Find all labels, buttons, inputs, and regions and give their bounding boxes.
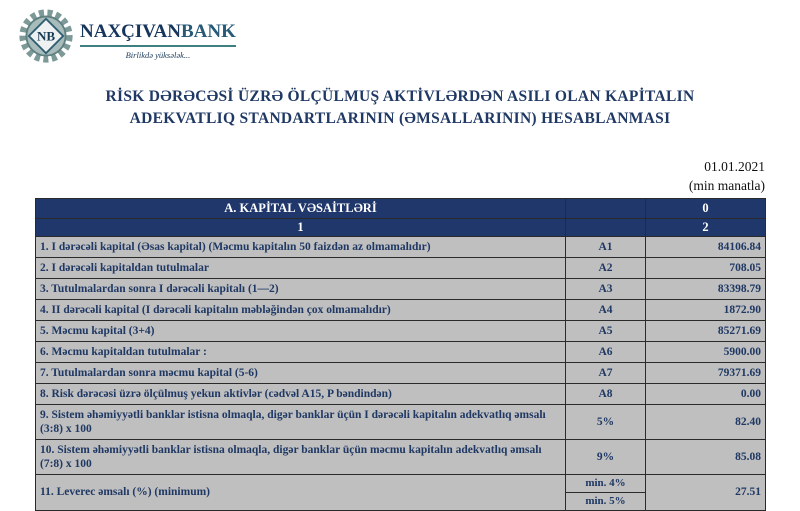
table-row: [36, 258, 766, 279]
row-value: 79371.69: [646, 363, 766, 384]
row-code: 9%: [566, 440, 646, 475]
table-section-header-row: [36, 199, 766, 219]
row-code: A7: [566, 363, 646, 384]
table-row: [36, 440, 766, 475]
column-number-label: 1: [36, 219, 566, 237]
row-label: 2. I dərəcəli kapitaldan tutulmalar: [36, 258, 566, 279]
column-number-value: 2: [646, 219, 766, 237]
section-header-value-cell: 0: [646, 199, 766, 219]
row-value: 1872.90: [646, 300, 766, 321]
report-title-line1: RİSK DƏRƏCƏSİ ÜZRƏ ÖLÇÜLMUŞ AKTİVLƏRDƏN ASILI OLAN KAPİTALIN: [105, 88, 695, 105]
bank-name: [80, 22, 236, 42]
report-meta: [689, 157, 765, 195]
table-row-leverage-top: [36, 475, 766, 493]
row-value: 82.40: [646, 405, 766, 440]
row-label: 7. Tutulmalardan sonra məcmu kapital (5-6): [36, 363, 566, 384]
table-row: [36, 342, 766, 363]
row-code: A6: [566, 342, 646, 363]
row-label: 9. Sistem əhəmiyyətli banklar istisna olmaqla, digər banklar üçün I dərəcəli kapitalın adekvatlıq əmsalı (3:8) x 100: [36, 405, 566, 440]
row-code: A3: [566, 279, 646, 300]
logo-monogram: NB: [36, 28, 56, 44]
row-label: 1. I dərəcəli kapital (Əsas kapital) (Məcmu kapitalın 50 faizdən az olmamalıdır): [36, 237, 566, 258]
row-value: 85.08: [646, 440, 766, 475]
row-label: 8. Risk dərəcəsi üzrə ölçülmuş yekun aktivlər (cədvəl A15, P bəndindən): [36, 384, 566, 405]
table-row: [36, 384, 766, 405]
row-value: 27.51: [646, 475, 766, 511]
row-code: A5: [566, 321, 646, 342]
bank-logo: [18, 8, 236, 64]
row-code: A8: [566, 384, 646, 405]
logo-gear-icon: [18, 8, 74, 64]
row-code: A2: [566, 258, 646, 279]
report-title-line2: ADEKVATLIQ STANDARTLARININ (ƏMSALLARININ) HESABLANMASI: [129, 110, 671, 127]
row-code: A1: [566, 237, 646, 258]
report-date: 01.01.2021: [704, 159, 765, 174]
table-row: [36, 405, 766, 440]
row-value: 0.00: [646, 384, 766, 405]
row-code: 5%: [566, 405, 646, 440]
report-title: [0, 86, 800, 130]
row-label: 6. Məcmu kapitaldan tutulmalar :: [36, 342, 566, 363]
logo-divider: [80, 45, 236, 47]
section-header-cell: A. KAPİTAL VƏSAİTLƏRİ: [36, 199, 566, 219]
row-code-min4: min. 4%: [566, 475, 646, 493]
logo-tagline: Birlikdə yüksələk...: [125, 50, 191, 60]
table-row: [36, 321, 766, 342]
table-row: [36, 279, 766, 300]
row-value: 708.05: [646, 258, 766, 279]
row-label: 10. Sistem əhəmiyyətli banklar istisna olmaqla, digər banklar üçün məcmu kapitalın adekvatlıq əmsalı (7:8) x 100: [36, 440, 566, 475]
table-row: [36, 237, 766, 258]
capital-table: [35, 198, 766, 511]
row-label: 4. II dərəcəli kapital (I dərəcəli kapitalın məbləğindən çox olmamalıdır): [36, 300, 566, 321]
column-number-row: [36, 219, 766, 237]
row-value: 85271.69: [646, 321, 766, 342]
table-row: [36, 363, 766, 384]
bank-name-part1: NAXÇIVAN: [80, 21, 181, 42]
row-code-min5: min. 5%: [566, 493, 646, 511]
report-unit: (min manatla): [688, 178, 765, 193]
row-value: 84106.84: [646, 237, 766, 258]
row-value: 83398.79: [646, 279, 766, 300]
row-label: 3. Tutulmalardan sonra I dərəcəli kapitalı (1—2): [36, 279, 566, 300]
row-code: A4: [566, 300, 646, 321]
logo-text: [80, 22, 236, 60]
table-row: [36, 300, 766, 321]
row-label: 5. Məcmu kapital (3+4): [36, 321, 566, 342]
column-number-empty: [566, 219, 646, 237]
row-label: 11. Leverec əmsalı (%) (minimum): [36, 475, 566, 511]
bank-name-part2: BANK: [181, 21, 236, 42]
section-header-empty-cell: [566, 199, 646, 219]
row-value: 5900.00: [646, 342, 766, 363]
